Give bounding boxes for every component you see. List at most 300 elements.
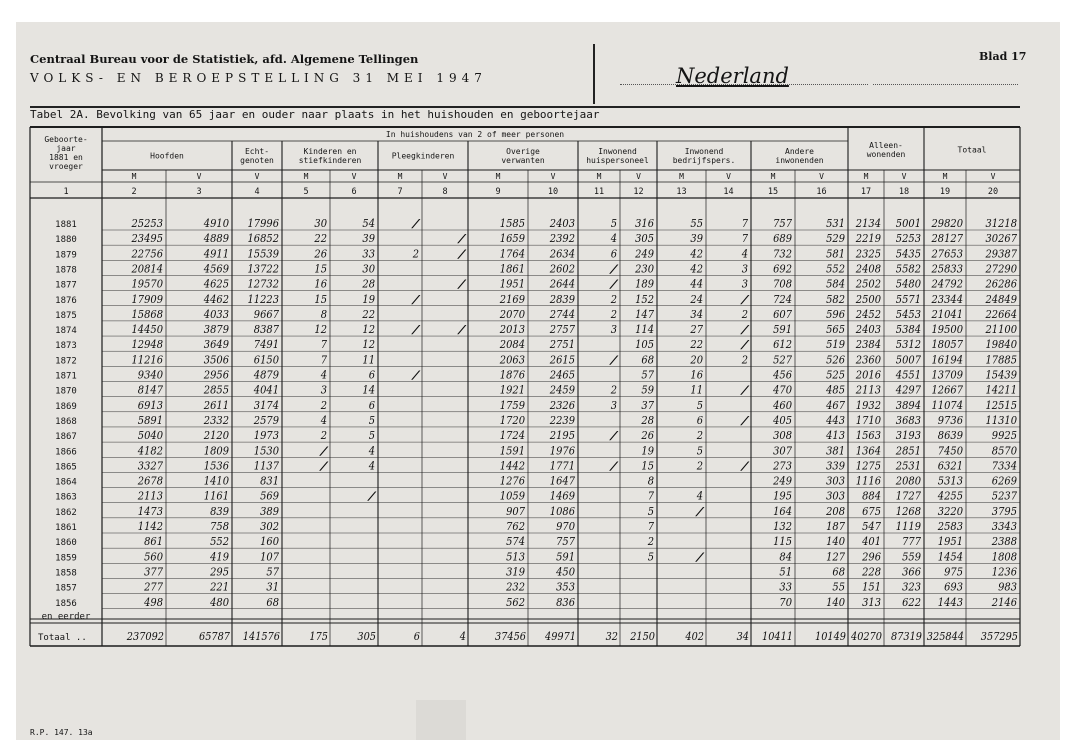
table-cell: 4: [695, 488, 703, 503]
table-cell: 1727: [895, 488, 922, 503]
table-cell: 970: [556, 519, 575, 533]
year-label: 1868: [55, 416, 77, 427]
sex-header: M: [942, 172, 948, 181]
table-cell: 1142: [137, 519, 163, 533]
table-cell: 26: [313, 246, 327, 261]
year-label: 1871: [55, 371, 77, 382]
table-cell: 2403: [548, 216, 575, 230]
table-cell: 30: [314, 216, 327, 230]
table-cell: 140: [826, 534, 845, 549]
table-cell: 2: [319, 397, 327, 412]
table-cell: 11: [362, 352, 375, 367]
table-cell: /: [457, 231, 467, 246]
table-cell: 1710: [855, 412, 881, 427]
column-number: 7: [397, 187, 403, 197]
table-cell: 9340: [137, 367, 163, 382]
table-cell: 2644: [548, 276, 575, 291]
table-cell: 1410: [203, 473, 229, 488]
sex-header: V: [819, 172, 824, 181]
table-cell: 460: [772, 397, 792, 412]
table-cell: 21041: [930, 306, 963, 321]
sex-header: V: [550, 172, 556, 181]
table-cell: 30: [362, 261, 375, 276]
table-cell: 15: [314, 261, 327, 276]
table-cell: 22: [689, 337, 703, 352]
group-header-4: Pleegkinderen: [391, 151, 455, 161]
year-label: 1874: [55, 326, 77, 337]
table-cell: 1536: [203, 458, 229, 473]
group-header-6: huispersoneel: [586, 156, 649, 165]
sex-header: M: [770, 172, 776, 181]
table-cell: 7: [741, 216, 749, 230]
table-cell: 1442: [499, 458, 525, 473]
table-cell: 7491: [253, 337, 279, 352]
table-cell: 20: [689, 352, 703, 367]
table-cell: 34: [690, 306, 703, 321]
table-cell: 547: [862, 519, 882, 533]
census-table: [16, 22, 1060, 740]
total-cell: 402: [684, 630, 704, 643]
sex-header: V: [726, 172, 731, 181]
table-cell: 2855: [202, 382, 229, 397]
table-cell: 195: [773, 488, 792, 503]
year-label: 1873: [55, 341, 77, 352]
table-cell: 8387: [253, 322, 280, 337]
column-number: 14: [723, 187, 734, 197]
table-cell: 19: [362, 291, 375, 306]
table-cell: 3879: [203, 322, 229, 337]
table-cell: 2751: [548, 337, 575, 352]
table-cell: 152: [635, 291, 654, 306]
table-cell: 19570: [131, 276, 163, 291]
table-cell: 68: [266, 594, 279, 609]
table-cell: 232: [505, 579, 525, 594]
table-cell: 907: [506, 503, 526, 518]
table-cell: 302: [260, 519, 279, 533]
sex-header: V: [990, 172, 996, 181]
year-label: 1858: [55, 568, 77, 579]
table-cell: 19840: [985, 337, 1017, 352]
table-cell: 2239: [548, 412, 575, 427]
table-cell: 450: [555, 564, 575, 579]
total-cell: 40270: [850, 630, 882, 643]
table-cell: 4889: [202, 231, 229, 246]
table-cell: 164: [773, 503, 792, 518]
table-cell: 2: [609, 306, 617, 321]
table-cell: 12732: [247, 276, 279, 291]
table-cell: 7: [320, 352, 328, 367]
table-cell: 5007: [895, 352, 922, 367]
table-cell: 2: [609, 291, 617, 306]
table-cell: 4297: [894, 382, 922, 397]
table-cell: 1591: [499, 443, 525, 458]
table-cell: 5: [647, 503, 654, 518]
table-cell: 675: [862, 503, 881, 518]
table-cell: 147: [635, 306, 655, 321]
column-number: 15: [767, 187, 779, 197]
year-label: 1869: [55, 401, 77, 412]
table-cell: 2388: [990, 534, 1018, 549]
table-cell: /: [457, 246, 467, 261]
table-cell: 519: [826, 337, 845, 352]
table-cell: 160: [260, 534, 279, 549]
census-sheet: [16, 22, 1060, 740]
table-cell: 5040: [137, 428, 163, 443]
table-cell: 1119: [895, 519, 921, 533]
total-cell: 325844: [926, 630, 964, 643]
table-cell: 18057: [931, 337, 964, 352]
table-cell: 2195: [548, 428, 575, 443]
group-header-2: genoten: [240, 156, 274, 165]
table-cell: /: [457, 322, 467, 337]
table-cell: 2169: [498, 291, 525, 306]
table-cell: 1275: [855, 458, 881, 473]
table-cell: 12515: [985, 397, 1017, 412]
column-number: 18: [898, 187, 910, 197]
table-cell: 20814: [130, 261, 163, 276]
table-cell: 26286: [984, 276, 1017, 291]
table-cell: 57: [641, 367, 655, 382]
total-cell: 237092: [125, 630, 164, 643]
table-cell: 230: [634, 261, 654, 276]
group-header-8: inwonenden: [775, 156, 824, 165]
year-label: 1876: [55, 295, 77, 306]
sex-header: M: [495, 172, 501, 181]
table-cell: 42: [689, 261, 703, 276]
table-cell: 5001: [895, 216, 921, 230]
table-cell: 70: [779, 594, 792, 609]
year-label: 1879: [55, 250, 77, 261]
table-cell: 3: [741, 276, 748, 291]
table-cell: 419: [209, 549, 229, 564]
table-cell: 28: [640, 412, 654, 427]
column-number: 20: [987, 187, 999, 197]
table-cell: /: [319, 443, 329, 458]
table-cell: 12667: [931, 382, 964, 397]
table-cell: 33: [362, 246, 375, 261]
table-cell: 24792: [930, 276, 963, 291]
table-cell: 1932: [855, 397, 881, 412]
table-cell: 1951: [499, 276, 525, 291]
group-header-2: Echt-: [244, 147, 270, 156]
column-number: 16: [816, 187, 827, 197]
group-header-9: Alleen-: [869, 141, 903, 150]
table-cell: /: [609, 276, 619, 291]
table-cell: 470: [772, 382, 792, 397]
table-cell: 1720: [499, 412, 525, 427]
table-cell: /: [609, 428, 619, 443]
sex-header: V: [442, 172, 448, 181]
table-cell: 277: [143, 579, 164, 594]
table-cell: 11: [690, 382, 703, 397]
table-cell: 1268: [895, 503, 921, 518]
table-cell: 2146: [990, 594, 1018, 609]
table-cell: 2: [740, 306, 748, 321]
table-cell: 762: [506, 519, 525, 533]
table-cell: 607: [773, 306, 793, 321]
table-cell: 3343: [991, 519, 1018, 533]
table-cell: 16852: [247, 231, 279, 246]
total-cell: 34: [736, 630, 749, 643]
group-header-1: Hoofden: [150, 151, 184, 161]
table-cell: 7450: [937, 443, 963, 458]
table-cell: 114: [635, 322, 654, 337]
group-header-3: Kinderen en: [303, 147, 357, 156]
column-number: 1: [63, 187, 69, 197]
table-cell: 105: [635, 337, 654, 352]
table-cell: 107: [260, 549, 280, 564]
column-number: 19: [939, 187, 951, 197]
table-cell: 59: [641, 382, 654, 397]
table-cell: 5: [696, 443, 703, 458]
year-label: 1866: [55, 447, 77, 458]
total-cell: 141576: [242, 630, 280, 643]
table-cell: 30267: [985, 231, 1018, 246]
column-number: 5: [303, 187, 309, 197]
table-cell: /: [411, 291, 421, 306]
table-cell: 2678: [136, 473, 163, 488]
sex-header: M: [863, 172, 869, 181]
year-label: 1856: [55, 598, 77, 609]
table-cell: 777: [902, 534, 922, 549]
sex-header: V: [351, 172, 357, 181]
table-cell: 5582: [895, 261, 921, 276]
table-cell: 861: [144, 534, 163, 549]
table-cell: 319: [506, 564, 525, 579]
table-cell: 5: [610, 216, 617, 230]
table-cell: 140: [826, 594, 845, 609]
table-cell: 303: [826, 488, 845, 503]
table-cell: 249: [634, 246, 654, 261]
table-cell: 39: [362, 231, 375, 246]
column-number: 2: [131, 187, 137, 197]
table-cell: 316: [635, 216, 654, 230]
table-cell: 228: [861, 564, 881, 579]
table-cell: 12: [314, 322, 327, 337]
table-cell: 28127: [930, 231, 964, 246]
table-cell: /: [609, 458, 619, 473]
table-cell: 2084: [498, 337, 525, 352]
table-cell: 467: [825, 397, 846, 412]
table-cell: 12948: [131, 337, 163, 352]
table-cell: /: [740, 322, 750, 337]
table-cell: 2502: [854, 276, 881, 291]
year-label: 1862: [55, 507, 77, 518]
table-cell: 831: [260, 473, 279, 488]
table-cell: 1976: [549, 443, 575, 458]
table-cell: 9736: [937, 412, 963, 427]
table-cell: 24849: [984, 291, 1017, 306]
table-cell: 2583: [936, 519, 963, 533]
table-cell: /: [411, 367, 421, 382]
year-label: 1863: [55, 492, 77, 503]
table-cell: 7: [647, 488, 655, 503]
group-header-5: verwanten: [501, 156, 545, 165]
table-cell: 562: [506, 594, 525, 609]
table-cell: /: [740, 337, 750, 352]
table-cell: 2465: [548, 367, 575, 382]
table-cell: 443: [825, 412, 845, 427]
table-cell: 5891: [137, 412, 163, 427]
total-cell: 10411: [762, 630, 793, 643]
table-cell: 15: [641, 458, 654, 473]
table-cell: 3649: [203, 337, 229, 352]
table-cell: 1659: [499, 231, 525, 246]
total-cell: 357295: [980, 630, 1019, 643]
table-cell: 1443: [937, 594, 963, 609]
table-cell: 4: [319, 412, 327, 427]
table-cell: 3: [320, 382, 327, 397]
table-cell: 2744: [548, 306, 575, 321]
year-label: 1867: [55, 432, 77, 443]
table-cell: 3894: [895, 397, 921, 412]
table-cell: 11310: [985, 412, 1017, 427]
table-cell: 2063: [498, 352, 525, 367]
sex-header: M: [131, 172, 137, 181]
table-cell: 5253: [895, 231, 921, 246]
table-cell: 5435: [895, 246, 921, 261]
table-cell: 2332: [202, 412, 229, 427]
table-cell: 2839: [548, 291, 575, 306]
table-cell: 31218: [985, 216, 1017, 230]
table-cell: 732: [773, 246, 792, 261]
table-cell: 692: [773, 261, 792, 276]
year-label: 1880: [55, 235, 77, 246]
table-cell: 529: [826, 231, 845, 246]
year-label: 1877: [55, 280, 77, 291]
table-cell: 8147: [137, 382, 164, 397]
table-cell: 389: [260, 503, 279, 518]
table-cell: 4: [367, 443, 375, 458]
sex-header: M: [679, 172, 684, 181]
table-cell: 622: [902, 594, 921, 609]
table-cell: 6: [368, 397, 375, 412]
year-label: 1878: [55, 265, 77, 276]
total-cell: 49971: [544, 630, 576, 643]
table-cell: 2634: [548, 246, 575, 261]
table-cell: 1473: [137, 503, 163, 518]
table-cell: 9925: [991, 428, 1018, 443]
table-cell: 2134: [854, 216, 881, 230]
table-cell: 2: [411, 246, 419, 261]
table-cell: 6321: [937, 458, 963, 473]
group-header-3: stiefkinderen: [298, 156, 362, 165]
table-cell: 2757: [548, 322, 576, 337]
table-cell: 323: [902, 579, 921, 594]
table-cell: 2: [646, 534, 654, 549]
table-cell: 27653: [930, 246, 963, 261]
sex-header: M: [596, 172, 602, 181]
table-cell: 55: [832, 579, 845, 594]
table-cell: /: [740, 458, 750, 473]
table-cell: 2: [695, 428, 703, 443]
column-number: 3: [196, 187, 202, 197]
table-cell: 2500: [854, 291, 881, 306]
table-cell: 6: [696, 412, 703, 427]
table-cell: 4033: [202, 306, 229, 321]
table-cell: 2080: [894, 473, 921, 488]
table-cell: 498: [143, 594, 163, 609]
table-cell: /: [740, 291, 750, 306]
table-cell: 5: [368, 428, 375, 443]
table-cell: 4041: [252, 382, 279, 397]
table-cell: 2851: [894, 443, 921, 458]
table-cell: 12: [362, 322, 375, 337]
table-cell: 14450: [131, 322, 163, 337]
table-cell: 8: [647, 473, 654, 488]
table-cell: 6913: [137, 397, 163, 412]
group-header-6: Inwonend: [598, 147, 637, 156]
table-cell: 377: [144, 564, 164, 579]
group-header-7: bedrijfspers.: [672, 156, 736, 165]
total-cell: 6: [413, 630, 420, 643]
table-cell: 15: [314, 291, 327, 306]
table-cell: 15539: [247, 246, 279, 261]
table-cell: 4: [740, 246, 748, 261]
table-cell: 4: [367, 458, 375, 473]
table-cell: 1808: [991, 549, 1018, 564]
table-cell: 1563: [855, 428, 881, 443]
table-cell: 31: [266, 579, 279, 594]
table-cell: 1647: [549, 473, 576, 488]
table-cell: 273: [772, 458, 792, 473]
year-label: 1859: [55, 553, 77, 564]
birth-year-header: jaar: [56, 144, 76, 153]
table-cell: 17909: [131, 291, 163, 306]
birth-year-header: 1881 en: [49, 153, 83, 162]
table-cell: 569: [260, 488, 279, 503]
table-cell: 2602: [548, 261, 575, 276]
older-years-label: en eerder: [41, 611, 91, 622]
table-cell: 3795: [991, 503, 1018, 518]
total-cell: 4: [458, 630, 466, 643]
table-cell: 5480: [895, 276, 921, 291]
table-cell: 4: [609, 231, 617, 246]
table-cell: 55: [690, 216, 703, 230]
year-label: 1881: [55, 220, 77, 230]
table-cell: 7: [320, 337, 328, 352]
table-cell: 1276: [499, 473, 525, 488]
column-number: 8: [442, 187, 448, 197]
table-cell: 23344: [930, 291, 963, 306]
table-cell: 27: [689, 322, 704, 337]
table-cell: 2113: [136, 488, 163, 503]
table-cell: /: [411, 216, 421, 230]
group-header-10: Totaal: [957, 145, 987, 155]
table-cell: 187: [826, 519, 846, 533]
year-label: 1870: [55, 386, 77, 397]
table-cell: /: [367, 488, 377, 503]
table-cell: 531: [826, 216, 845, 230]
table-cell: 693: [944, 579, 963, 594]
table-cell: 2: [740, 352, 748, 367]
table-cell: 8: [320, 306, 327, 321]
table-cell: 22664: [984, 306, 1017, 321]
table-cell: 2070: [498, 306, 525, 321]
year-label: 1872: [55, 356, 77, 367]
table-cell: 29820: [930, 216, 963, 230]
table-cell: 1951: [937, 534, 963, 549]
table-cell: 596: [826, 306, 845, 321]
table-cell: 15439: [985, 367, 1017, 382]
table-cell: 456: [772, 367, 792, 382]
column-number: 11: [593, 187, 605, 197]
sheet-label: Blad 17: [979, 50, 1027, 63]
table-cell: 68: [641, 352, 654, 367]
table-cell: 1454: [937, 549, 963, 564]
column-number: 12: [633, 187, 644, 197]
table-cell: 1724: [499, 428, 525, 443]
